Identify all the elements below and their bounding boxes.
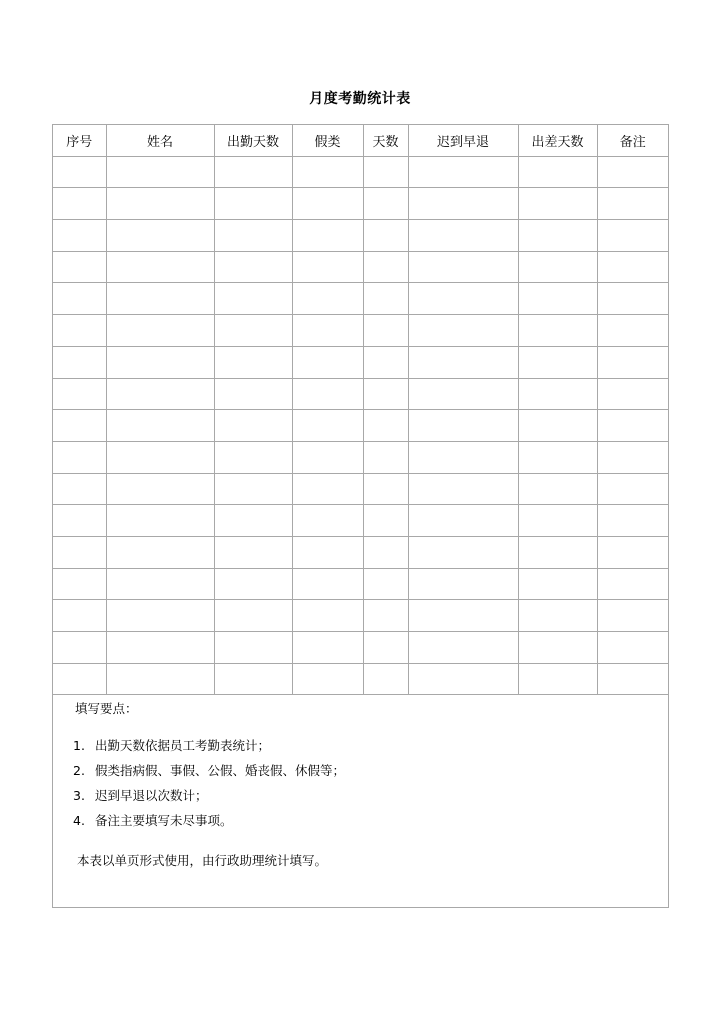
cell-days[interactable] (363, 600, 408, 632)
cell-remarks[interactable] (597, 251, 668, 283)
cell-business-trip-days[interactable] (518, 283, 597, 315)
cell-remarks[interactable] (597, 536, 668, 568)
table-row (53, 315, 668, 347)
cell-remarks[interactable] (597, 315, 668, 347)
table-row (53, 441, 668, 473)
cell-late-early[interactable] (408, 632, 518, 664)
cell-remarks[interactable] (597, 378, 668, 410)
cell-attendance-days[interactable] (214, 600, 292, 632)
cell-business-trip-days[interactable] (518, 473, 597, 505)
cell-days[interactable] (363, 315, 408, 347)
cell-name[interactable] (106, 536, 214, 568)
list-item-text: 假类指病假、事假、公假、婚丧假、休假等； (95, 763, 346, 779)
table-row (53, 346, 668, 378)
table-row (53, 505, 668, 537)
cell-attendance-days[interactable] (214, 346, 292, 378)
cell-attendance-days[interactable] (214, 632, 292, 664)
cell-index[interactable] (53, 505, 106, 537)
cell-index[interactable] (53, 663, 106, 695)
table-row (53, 600, 668, 632)
cell-business-trip-days[interactable] (518, 505, 597, 537)
cell-attendance-days[interactable] (214, 188, 292, 220)
cell-late-early[interactable] (408, 378, 518, 410)
cell-days[interactable] (363, 536, 408, 568)
table-header-row (53, 125, 668, 156)
notes-heading: 填写要点： (75, 701, 138, 717)
list-item-number: 1. (73, 738, 85, 754)
cell-index[interactable] (53, 441, 106, 473)
table-row (53, 251, 668, 283)
cell-leave-type[interactable] (292, 600, 363, 632)
header-attendance-days: 出勤天数 (214, 125, 292, 156)
header-name: 姓名 (106, 125, 214, 156)
cell-index[interactable] (53, 283, 106, 315)
cell-index[interactable] (53, 632, 106, 664)
cell-remarks[interactable] (597, 156, 668, 188)
cell-name[interactable] (106, 473, 214, 505)
cell-business-trip-days[interactable] (518, 568, 597, 600)
cell-days[interactable] (363, 663, 408, 695)
cell-name[interactable] (106, 251, 214, 283)
cell-name[interactable] (106, 505, 214, 537)
cell-days[interactable] (363, 410, 408, 442)
list-item (73, 762, 345, 787)
table-row (53, 632, 668, 664)
cell-leave-type[interactable] (292, 441, 363, 473)
cell-leave-type[interactable] (292, 663, 363, 695)
cell-late-early[interactable] (408, 568, 518, 600)
cell-late-early[interactable] (408, 220, 518, 252)
cell-name[interactable] (106, 156, 214, 188)
cell-attendance-days[interactable] (214, 220, 292, 252)
cell-name[interactable] (106, 188, 214, 220)
cell-late-early[interactable] (408, 473, 518, 505)
cell-index[interactable] (53, 188, 106, 220)
cell-index[interactable] (53, 315, 106, 347)
cell-late-early[interactable] (408, 251, 518, 283)
cell-business-trip-days[interactable] (518, 600, 597, 632)
cell-index[interactable] (53, 410, 106, 442)
cell-leave-type[interactable] (292, 220, 363, 252)
table-row (53, 283, 668, 315)
cell-leave-type[interactable] (292, 251, 363, 283)
cell-index[interactable] (53, 568, 106, 600)
attendance-table (53, 125, 668, 695)
cell-index[interactable] (53, 378, 106, 410)
cell-business-trip-days[interactable] (518, 156, 597, 188)
cell-leave-type[interactable] (292, 536, 363, 568)
list-item (73, 812, 345, 837)
cell-remarks[interactable] (597, 441, 668, 473)
cell-days[interactable] (363, 568, 408, 600)
header-index: 序号 (53, 125, 106, 156)
list-item-text: 备注主要填写未尽事项。 (95, 813, 233, 829)
cell-late-early[interactable] (408, 283, 518, 315)
cell-name[interactable] (106, 283, 214, 315)
cell-leave-type[interactable] (292, 505, 363, 537)
cell-leave-type[interactable] (292, 315, 363, 347)
cell-remarks[interactable] (597, 663, 668, 695)
cell-remarks[interactable] (597, 188, 668, 220)
cell-name[interactable] (106, 315, 214, 347)
table-row (53, 568, 668, 600)
cell-name[interactable] (106, 632, 214, 664)
table-row (53, 410, 668, 442)
cell-remarks[interactable] (597, 600, 668, 632)
cell-business-trip-days[interactable] (518, 441, 597, 473)
cell-attendance-days[interactable] (214, 536, 292, 568)
header-late-early: 迟到早退 (408, 125, 518, 156)
cell-business-trip-days[interactable] (518, 188, 597, 220)
header-leave-type: 假类 (292, 125, 363, 156)
cell-days[interactable] (363, 283, 408, 315)
table-row (53, 536, 668, 568)
cell-leave-type[interactable] (292, 156, 363, 188)
cell-business-trip-days[interactable] (518, 346, 597, 378)
cell-remarks[interactable] (597, 568, 668, 600)
cell-days[interactable] (363, 220, 408, 252)
cell-days[interactable] (363, 473, 408, 505)
table-row (53, 188, 668, 220)
cell-remarks[interactable] (597, 283, 668, 315)
cell-leave-type[interactable] (292, 473, 363, 505)
cell-late-early[interactable] (408, 156, 518, 188)
cell-remarks[interactable] (597, 346, 668, 378)
cell-attendance-days[interactable] (214, 251, 292, 283)
list-item (73, 737, 345, 762)
cell-late-early[interactable] (408, 315, 518, 347)
cell-late-early[interactable] (408, 663, 518, 695)
cell-late-early[interactable] (408, 505, 518, 537)
cell-index[interactable] (53, 536, 106, 568)
cell-leave-type[interactable] (292, 568, 363, 600)
cell-attendance-days[interactable] (214, 315, 292, 347)
cell-attendance-days[interactable] (214, 156, 292, 188)
cell-name[interactable] (106, 441, 214, 473)
cell-attendance-days[interactable] (214, 410, 292, 442)
table-row (53, 156, 668, 188)
cell-leave-type[interactable] (292, 410, 363, 442)
cell-name[interactable] (106, 663, 214, 695)
cell-attendance-days[interactable] (214, 568, 292, 600)
attendance-sheet (52, 124, 669, 908)
table-row (53, 220, 668, 252)
cell-name[interactable] (106, 568, 214, 600)
cell-late-early[interactable] (408, 410, 518, 442)
cell-late-early[interactable] (408, 441, 518, 473)
cell-leave-type[interactable] (292, 283, 363, 315)
header-business-trip-days: 出差天数 (518, 125, 597, 156)
cell-business-trip-days[interactable] (518, 536, 597, 568)
table-row (53, 663, 668, 695)
cell-leave-type[interactable] (292, 632, 363, 664)
cell-index[interactable] (53, 473, 106, 505)
cell-business-trip-days[interactable] (518, 632, 597, 664)
cell-business-trip-days[interactable] (518, 663, 597, 695)
cell-days[interactable] (363, 251, 408, 283)
cell-index[interactable] (53, 600, 106, 632)
table-row (53, 473, 668, 505)
cell-name[interactable] (106, 378, 214, 410)
cell-business-trip-days[interactable] (518, 220, 597, 252)
notes-footer: 本表以单页形式使用，由行政助理统计填写。 (77, 853, 328, 869)
document-title: 月度考勤统计表 (309, 91, 411, 107)
cell-days[interactable] (363, 188, 408, 220)
cell-days[interactable] (363, 505, 408, 537)
cell-leave-type[interactable] (292, 346, 363, 378)
cell-index[interactable] (53, 156, 106, 188)
cell-attendance-days[interactable] (214, 441, 292, 473)
cell-late-early[interactable] (408, 188, 518, 220)
cell-attendance-days[interactable] (214, 505, 292, 537)
cell-business-trip-days[interactable] (518, 378, 597, 410)
header-remarks: 备注 (597, 125, 668, 156)
cell-business-trip-days[interactable] (518, 251, 597, 283)
cell-attendance-days[interactable] (214, 663, 292, 695)
table-body (53, 156, 668, 695)
cell-business-trip-days[interactable] (518, 315, 597, 347)
cell-late-early[interactable] (408, 600, 518, 632)
cell-remarks[interactable] (597, 220, 668, 252)
cell-attendance-days[interactable] (214, 283, 292, 315)
cell-business-trip-days[interactable] (518, 410, 597, 442)
cell-remarks[interactable] (597, 410, 668, 442)
list-item-number: 4. (73, 813, 85, 829)
table-row (53, 378, 668, 410)
notes-list (73, 737, 345, 837)
cell-attendance-days[interactable] (214, 378, 292, 410)
cell-remarks[interactable] (597, 473, 668, 505)
cell-days[interactable] (363, 346, 408, 378)
cell-days[interactable] (363, 441, 408, 473)
cell-late-early[interactable] (408, 536, 518, 568)
cell-attendance-days[interactable] (214, 473, 292, 505)
list-item-text: 迟到早退以次数计； (95, 788, 208, 804)
cell-index[interactable] (53, 251, 106, 283)
notes-section (53, 695, 668, 907)
cell-index[interactable] (53, 220, 106, 252)
cell-days[interactable] (363, 632, 408, 664)
cell-leave-type[interactable] (292, 378, 363, 410)
list-item-number: 3. (73, 788, 85, 804)
list-item-text: 出勤天数依据员工考勤表统计； (95, 738, 271, 754)
cell-days[interactable] (363, 156, 408, 188)
list-item (73, 787, 345, 812)
cell-index[interactable] (53, 346, 106, 378)
cell-remarks[interactable] (597, 505, 668, 537)
cell-remarks[interactable] (597, 632, 668, 664)
cell-days[interactable] (363, 378, 408, 410)
list-item-number: 2. (73, 763, 85, 779)
cell-name[interactable] (106, 600, 214, 632)
cell-name[interactable] (106, 220, 214, 252)
cell-name[interactable] (106, 410, 214, 442)
header-days: 天数 (363, 125, 408, 156)
cell-name[interactable] (106, 346, 214, 378)
cell-late-early[interactable] (408, 346, 518, 378)
cell-leave-type[interactable] (292, 188, 363, 220)
